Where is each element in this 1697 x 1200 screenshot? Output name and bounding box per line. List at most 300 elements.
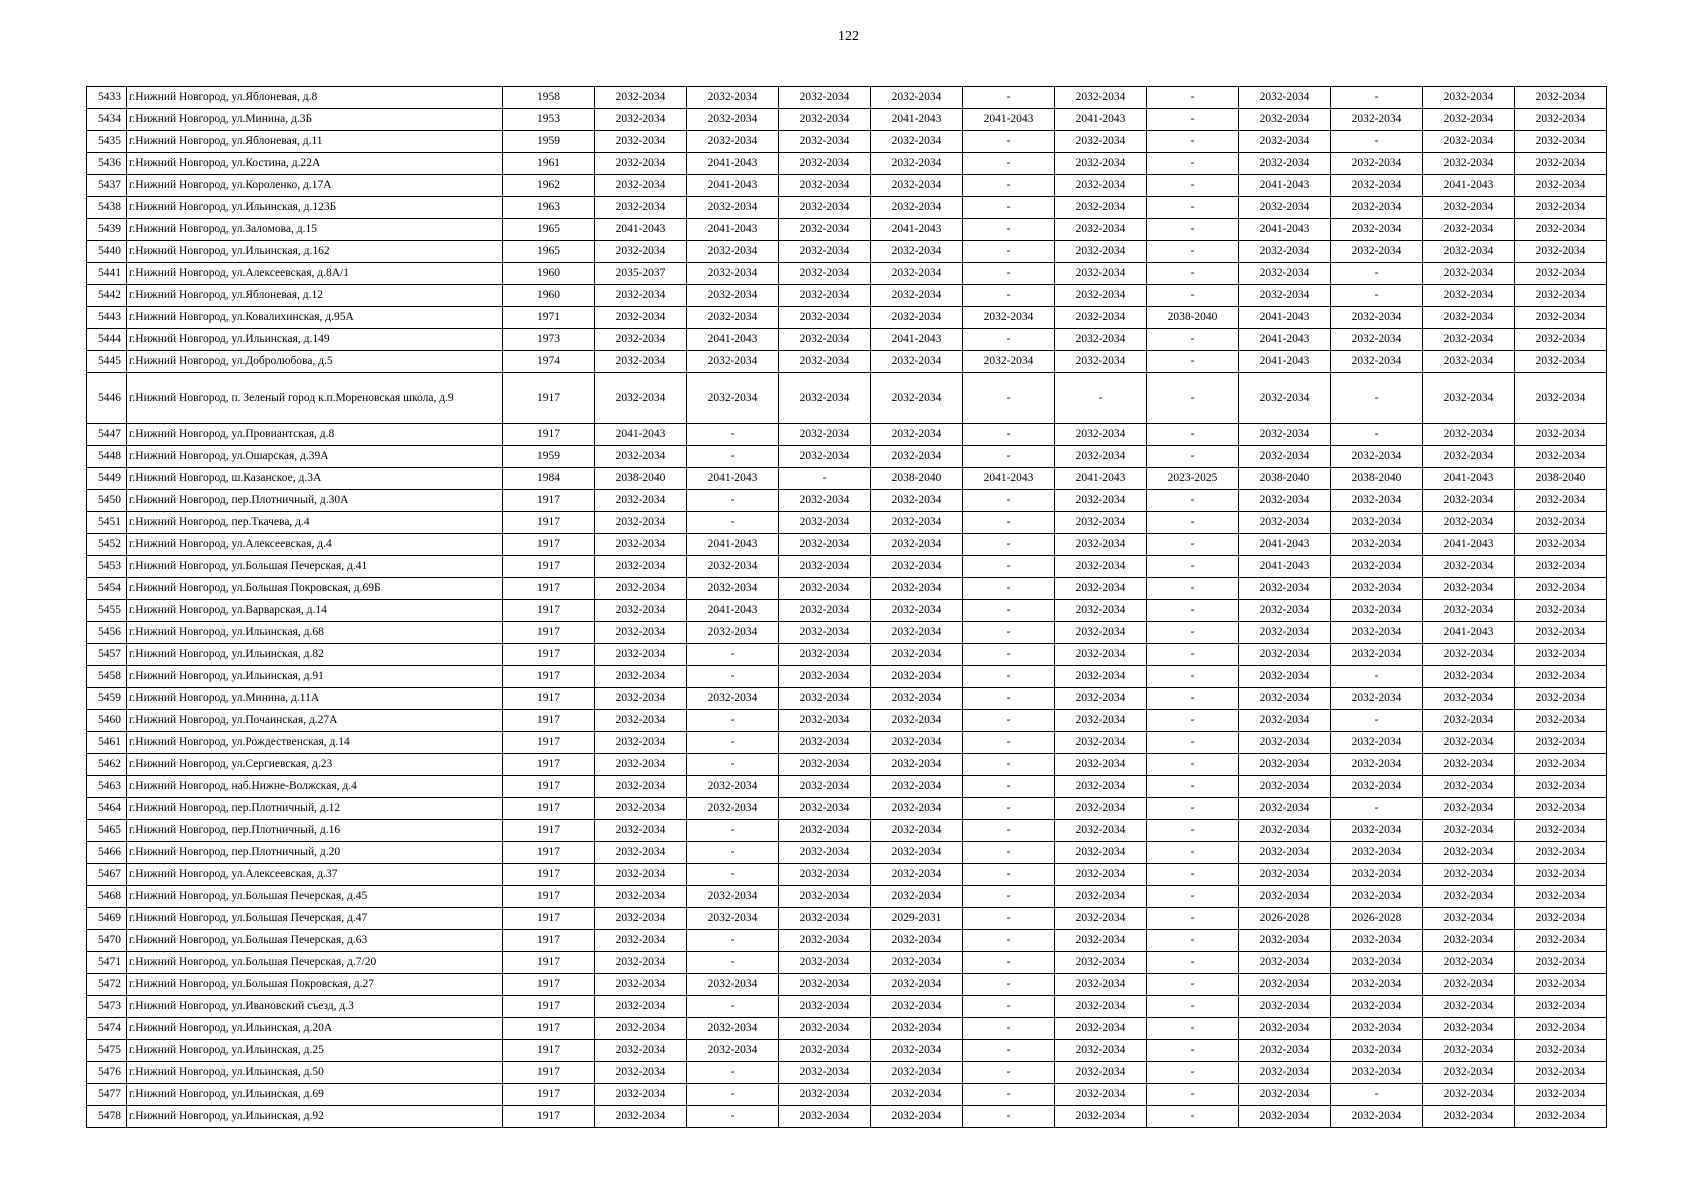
period-cell: 2032-2034 [1423, 974, 1515, 996]
period-cell: 2032-2034 [1055, 241, 1147, 263]
period-cell: 2032-2034 [1423, 424, 1515, 446]
period-cell: 2038-2040 [1147, 307, 1239, 329]
period-cell: 2041-2043 [687, 219, 779, 241]
row-number-cell: 5459 [87, 688, 127, 710]
period-cell: 2032-2034 [1055, 1040, 1147, 1062]
page-number: 122 [838, 29, 859, 44]
period-cell: 2032-2034 [1423, 307, 1515, 329]
period-cell: 2032-2034 [1055, 307, 1147, 329]
year-cell: 1917 [503, 974, 595, 996]
period-cell: 2032-2034 [871, 373, 963, 424]
period-cell: 2038-2040 [1239, 468, 1331, 490]
period-cell: 2032-2034 [595, 241, 687, 263]
period-cell: - [687, 644, 779, 666]
address-cell: г.Нижний Новгород, ул.Ильинская, д.162 [127, 241, 503, 263]
year-cell: 1917 [503, 710, 595, 732]
period-cell: - [963, 930, 1055, 952]
row-number-cell: 5435 [87, 131, 127, 153]
period-cell: 2032-2034 [1239, 490, 1331, 512]
period-cell: 2032-2034 [1055, 351, 1147, 373]
period-cell: - [1147, 263, 1239, 285]
period-cell: 2032-2034 [1423, 996, 1515, 1018]
period-cell: 2032-2034 [779, 263, 871, 285]
row-number-cell: 5450 [87, 490, 127, 512]
period-cell: 2032-2034 [871, 351, 963, 373]
period-cell: - [1331, 285, 1423, 307]
period-cell: 2032-2034 [595, 512, 687, 534]
row-number-cell: 5434 [87, 109, 127, 131]
period-cell: 2032-2034 [1515, 1062, 1607, 1084]
period-cell: 2032-2034 [1239, 754, 1331, 776]
period-cell: 2032-2034 [595, 534, 687, 556]
year-cell: 1958 [503, 87, 595, 109]
period-cell: 2032-2034 [595, 842, 687, 864]
year-cell: 1917 [503, 886, 595, 908]
year-cell: 1917 [503, 578, 595, 600]
period-cell: 2041-2043 [1239, 329, 1331, 351]
period-cell: 2032-2034 [779, 490, 871, 512]
period-cell: 2041-2043 [595, 219, 687, 241]
period-cell: 2032-2034 [1239, 131, 1331, 153]
period-cell: 2032-2034 [1423, 241, 1515, 263]
period-cell: 2032-2034 [1239, 512, 1331, 534]
year-cell: 1971 [503, 307, 595, 329]
period-cell: 2032-2034 [595, 175, 687, 197]
period-cell: 2032-2034 [779, 197, 871, 219]
period-cell: 2032-2034 [779, 424, 871, 446]
period-cell: 2032-2034 [1515, 109, 1607, 131]
period-cell: 2032-2034 [1423, 886, 1515, 908]
period-cell: - [963, 329, 1055, 351]
address-cell: г.Нижний Новгород, ул.Ильинская, д.82 [127, 644, 503, 666]
row-number-cell: 5451 [87, 512, 127, 534]
period-cell: - [687, 1106, 779, 1128]
period-cell: 2032-2034 [1239, 1018, 1331, 1040]
address-cell: г.Нижний Новгород, ул.Ильинская, д.92 [127, 1106, 503, 1128]
period-cell: 2032-2034 [1423, 710, 1515, 732]
table-row [87, 798, 1607, 820]
period-cell: - [779, 468, 871, 490]
period-cell: 2032-2034 [1331, 197, 1423, 219]
period-cell: 2032-2034 [779, 153, 871, 175]
period-cell: 2032-2034 [1239, 798, 1331, 820]
table-row [87, 307, 1607, 329]
table-row [87, 842, 1607, 864]
address-cell: г.Нижний Новгород, ул.Большая Печерская, д.7/20 [127, 952, 503, 974]
period-cell: 2041-2043 [1423, 175, 1515, 197]
address-cell: г.Нижний Новгород, ул.Короленко, д.17А [127, 175, 503, 197]
period-cell: 2032-2034 [1515, 131, 1607, 153]
period-cell: 2032-2034 [1515, 175, 1607, 197]
period-cell: 2032-2034 [1331, 886, 1423, 908]
period-cell: - [1147, 424, 1239, 446]
period-cell: 2032-2034 [1515, 864, 1607, 886]
row-number-cell: 5439 [87, 219, 127, 241]
period-cell: 2032-2034 [1331, 556, 1423, 578]
row-number-cell: 5457 [87, 644, 127, 666]
period-cell: 2032-2034 [871, 1018, 963, 1040]
period-cell: 2032-2034 [1055, 1062, 1147, 1084]
period-cell: 2032-2034 [871, 1084, 963, 1106]
period-cell: - [1331, 263, 1423, 285]
period-cell: 2032-2034 [1515, 1106, 1607, 1128]
address-cell: г.Нижний Новгород, ш.Казанское, д.3А [127, 468, 503, 490]
year-cell: 1917 [503, 688, 595, 710]
period-cell: 2032-2034 [779, 644, 871, 666]
address-cell: г.Нижний Новгород, пер.Плотничный, д.12 [127, 798, 503, 820]
year-cell: 1960 [503, 263, 595, 285]
period-cell: 2032-2034 [1239, 263, 1331, 285]
period-cell: 2032-2034 [779, 87, 871, 109]
period-cell: 2032-2034 [1423, 373, 1515, 424]
table-row [87, 219, 1607, 241]
table-row [87, 197, 1607, 219]
period-cell: 2032-2034 [595, 688, 687, 710]
table-row [87, 285, 1607, 307]
period-cell: - [687, 996, 779, 1018]
period-cell: - [1331, 666, 1423, 688]
period-cell: 2032-2034 [1515, 622, 1607, 644]
period-cell: - [687, 820, 779, 842]
period-cell: - [963, 622, 1055, 644]
table-row [87, 688, 1607, 710]
period-cell: 2032-2034 [1055, 930, 1147, 952]
table-row [87, 1018, 1607, 1040]
address-cell: г.Нижний Новгород, наб.Нижне-Волжская, д.4 [127, 776, 503, 798]
year-cell: 1917 [503, 908, 595, 930]
period-cell: 2029-2031 [871, 908, 963, 930]
period-cell: - [963, 1062, 1055, 1084]
period-cell: 2032-2034 [1055, 578, 1147, 600]
period-cell: 2032-2034 [687, 1018, 779, 1040]
table-row [87, 351, 1607, 373]
period-cell: 2032-2034 [1239, 109, 1331, 131]
period-cell: - [963, 688, 1055, 710]
period-cell: 2032-2034 [871, 776, 963, 798]
period-cell: 2041-2043 [1055, 109, 1147, 131]
period-cell: 2032-2034 [595, 1084, 687, 1106]
period-cell: 2032-2034 [871, 886, 963, 908]
table-row [87, 175, 1607, 197]
period-cell: - [1147, 996, 1239, 1018]
period-cell: 2032-2034 [963, 307, 1055, 329]
period-cell: 2032-2034 [779, 666, 871, 688]
period-cell: 2032-2034 [1423, 556, 1515, 578]
year-cell: 1917 [503, 373, 595, 424]
period-cell: 2032-2034 [1515, 688, 1607, 710]
period-cell: 2032-2034 [871, 153, 963, 175]
address-cell: г.Нижний Новгород, ул.Большая Печерская, д.41 [127, 556, 503, 578]
period-cell: 2041-2043 [687, 534, 779, 556]
period-cell: 2032-2034 [871, 512, 963, 534]
period-cell: - [1147, 732, 1239, 754]
period-cell: - [687, 666, 779, 688]
period-cell: 2041-2043 [595, 424, 687, 446]
period-cell: 2032-2034 [1055, 1106, 1147, 1128]
period-cell: 2032-2034 [1239, 285, 1331, 307]
table-row [87, 776, 1607, 798]
period-cell: 2032-2034 [779, 908, 871, 930]
row-number-cell: 5449 [87, 468, 127, 490]
period-cell: 2032-2034 [1331, 578, 1423, 600]
row-number-cell: 5467 [87, 864, 127, 886]
period-cell: 2023-2025 [1147, 468, 1239, 490]
table-row [87, 263, 1607, 285]
period-cell: 2032-2034 [1239, 622, 1331, 644]
period-cell: 2032-2034 [1515, 424, 1607, 446]
period-cell: 2041-2043 [1423, 468, 1515, 490]
address-cell: г.Нижний Новгород, ул.Ильинская, д.69 [127, 1084, 503, 1106]
table-row [87, 864, 1607, 886]
period-cell: 2032-2034 [1331, 754, 1423, 776]
row-number-cell: 5445 [87, 351, 127, 373]
period-cell: 2032-2034 [1515, 666, 1607, 688]
period-cell: 2041-2043 [1239, 351, 1331, 373]
period-cell: 2032-2034 [779, 175, 871, 197]
table-row [87, 666, 1607, 688]
period-cell: 2032-2034 [1055, 490, 1147, 512]
period-cell: 2032-2034 [1515, 351, 1607, 373]
period-cell: 2032-2034 [779, 1018, 871, 1040]
period-cell: 2032-2034 [595, 307, 687, 329]
period-cell: - [963, 1018, 1055, 1040]
period-cell: 2032-2034 [1055, 556, 1147, 578]
period-cell: 2032-2034 [779, 776, 871, 798]
period-cell: 2032-2034 [1515, 842, 1607, 864]
year-cell: 1917 [503, 820, 595, 842]
period-cell: 2032-2034 [1423, 1018, 1515, 1040]
year-cell: 1917 [503, 798, 595, 820]
period-cell: 2032-2034 [779, 556, 871, 578]
table-row [87, 710, 1607, 732]
period-cell: 2032-2034 [1055, 886, 1147, 908]
period-cell: - [1331, 131, 1423, 153]
period-cell: 2032-2034 [1515, 600, 1607, 622]
period-cell: 2032-2034 [1423, 600, 1515, 622]
year-cell: 1965 [503, 241, 595, 263]
period-cell: 2032-2034 [779, 996, 871, 1018]
row-number-cell: 5475 [87, 1040, 127, 1062]
period-cell: 2032-2034 [1055, 512, 1147, 534]
table-row [87, 241, 1607, 263]
address-cell: г.Нижний Новгород, пер.Плотничный, д.20 [127, 842, 503, 864]
period-cell: 2032-2034 [779, 1040, 871, 1062]
table-row [87, 1106, 1607, 1128]
period-cell: - [1147, 556, 1239, 578]
period-cell: 2032-2034 [1331, 1106, 1423, 1128]
period-cell: 2032-2034 [595, 197, 687, 219]
table-row [87, 373, 1607, 424]
period-cell: - [1147, 908, 1239, 930]
row-number-cell: 5455 [87, 600, 127, 622]
period-cell: 2032-2034 [871, 732, 963, 754]
period-cell: 2032-2034 [1331, 996, 1423, 1018]
period-cell: 2032-2034 [1331, 1018, 1423, 1040]
row-number-cell: 5472 [87, 974, 127, 996]
period-cell: 2032-2034 [1055, 908, 1147, 930]
period-cell: 2032-2034 [871, 930, 963, 952]
period-cell: 2032-2034 [1515, 490, 1607, 512]
period-cell: 2032-2034 [1331, 153, 1423, 175]
period-cell: 2032-2034 [779, 219, 871, 241]
address-cell: г.Нижний Новгород, ул.Заломова, д.15 [127, 219, 503, 241]
table-row [87, 1084, 1607, 1106]
period-cell: 2032-2034 [1239, 886, 1331, 908]
period-cell: 2032-2034 [595, 886, 687, 908]
period-cell: 2032-2034 [871, 197, 963, 219]
period-cell: - [1331, 424, 1423, 446]
address-cell: г.Нижний Новгород, ул.Минина, д.11А [127, 688, 503, 710]
period-cell: 2041-2043 [871, 329, 963, 351]
period-cell: 2032-2034 [1515, 556, 1607, 578]
table-row [87, 1062, 1607, 1084]
period-cell: 2032-2034 [687, 776, 779, 798]
period-cell: 2032-2034 [779, 886, 871, 908]
period-cell: 2032-2034 [687, 131, 779, 153]
period-cell: - [963, 754, 1055, 776]
period-cell: 2032-2034 [1239, 952, 1331, 974]
row-number-cell: 5433 [87, 87, 127, 109]
period-cell: 2032-2034 [595, 952, 687, 974]
period-cell: - [963, 446, 1055, 468]
period-cell: 2032-2034 [595, 864, 687, 886]
period-cell: 2032-2034 [595, 87, 687, 109]
table-row [87, 468, 1607, 490]
period-cell: 2032-2034 [595, 820, 687, 842]
period-cell: 2032-2034 [687, 263, 779, 285]
period-cell: 2032-2034 [1331, 219, 1423, 241]
period-cell: 2032-2034 [1055, 776, 1147, 798]
period-cell: 2032-2034 [595, 622, 687, 644]
period-cell: 2032-2034 [1331, 241, 1423, 263]
table-row [87, 153, 1607, 175]
year-cell: 1917 [503, 512, 595, 534]
period-cell: 2041-2043 [1423, 622, 1515, 644]
period-cell: 2041-2043 [687, 329, 779, 351]
address-cell: г.Нижний Новгород, ул.Алексеевская, д.8А/1 [127, 263, 503, 285]
period-cell: 2032-2034 [687, 241, 779, 263]
period-cell: 2032-2034 [595, 908, 687, 930]
year-cell: 1917 [503, 1018, 595, 1040]
period-cell: 2032-2034 [871, 556, 963, 578]
period-cell: 2032-2034 [1423, 688, 1515, 710]
period-cell: 2032-2034 [1423, 864, 1515, 886]
table-row [87, 754, 1607, 776]
period-cell: 2032-2034 [1331, 1062, 1423, 1084]
period-cell: 2032-2034 [1239, 930, 1331, 952]
row-number-cell: 5448 [87, 446, 127, 468]
period-cell: - [963, 1084, 1055, 1106]
period-cell: 2032-2034 [1515, 197, 1607, 219]
row-number-cell: 5437 [87, 175, 127, 197]
address-cell: г.Нижний Новгород, ул.Почаинская, д.27А [127, 710, 503, 732]
period-cell: 2032-2034 [779, 974, 871, 996]
period-cell: 2032-2034 [595, 732, 687, 754]
period-cell: 2032-2034 [687, 974, 779, 996]
period-cell: 2032-2034 [1331, 175, 1423, 197]
address-cell: г.Нижний Новгород, ул.Ковалихинская, д.95А [127, 307, 503, 329]
address-cell: г.Нижний Новгород, ул.Большая Покровская, д.69Б [127, 578, 503, 600]
period-cell: - [963, 556, 1055, 578]
period-cell: 2032-2034 [595, 131, 687, 153]
year-cell: 1917 [503, 754, 595, 776]
period-cell: 2032-2034 [1239, 842, 1331, 864]
period-cell: 2032-2034 [1515, 1040, 1607, 1062]
period-cell: 2032-2034 [1055, 710, 1147, 732]
period-cell: 2032-2034 [1239, 1106, 1331, 1128]
period-cell: 2032-2034 [779, 534, 871, 556]
period-cell: 2041-2043 [1239, 534, 1331, 556]
period-cell: 2032-2034 [1331, 864, 1423, 886]
year-cell: 1961 [503, 153, 595, 175]
period-cell: - [687, 842, 779, 864]
period-cell: 2041-2043 [1239, 175, 1331, 197]
row-number-cell: 5476 [87, 1062, 127, 1084]
period-cell: 2032-2034 [1239, 197, 1331, 219]
table-row [87, 886, 1607, 908]
period-cell: 2032-2034 [1239, 996, 1331, 1018]
period-cell: 2041-2043 [687, 468, 779, 490]
period-cell: - [687, 710, 779, 732]
period-cell: - [963, 666, 1055, 688]
period-cell: 2032-2034 [779, 688, 871, 710]
period-cell: 2032-2034 [1423, 87, 1515, 109]
period-cell: - [963, 219, 1055, 241]
period-cell: - [963, 842, 1055, 864]
year-cell: 1973 [503, 329, 595, 351]
address-cell: г.Нижний Новгород, ул.Добролюбова, д.5 [127, 351, 503, 373]
period-cell: - [1147, 798, 1239, 820]
period-cell: 2032-2034 [779, 798, 871, 820]
period-cell: - [963, 974, 1055, 996]
address-cell: г.Нижний Новгород, ул.Ильинская, д.68 [127, 622, 503, 644]
period-cell: 2032-2034 [779, 1062, 871, 1084]
address-cell: г.Нижний Новгород, пер.Плотничный, д.30А [127, 490, 503, 512]
year-cell: 1917 [503, 1062, 595, 1084]
period-cell: 2032-2034 [1515, 373, 1607, 424]
period-cell: - [963, 820, 1055, 842]
period-cell: - [1147, 644, 1239, 666]
row-number-cell: 5453 [87, 556, 127, 578]
period-cell: 2032-2034 [1423, 666, 1515, 688]
period-cell: 2032-2034 [595, 974, 687, 996]
period-cell: 2032-2034 [1423, 351, 1515, 373]
period-cell: 2032-2034 [779, 622, 871, 644]
period-cell: 2032-2034 [595, 578, 687, 600]
period-cell: 2032-2034 [1055, 534, 1147, 556]
period-cell: 2032-2034 [871, 798, 963, 820]
period-cell: 2032-2034 [1515, 285, 1607, 307]
period-cell: 2038-2040 [595, 468, 687, 490]
period-cell: - [1147, 131, 1239, 153]
period-cell: 2032-2034 [1423, 263, 1515, 285]
period-cell: 2032-2034 [595, 556, 687, 578]
period-cell: 2032-2034 [1055, 600, 1147, 622]
period-cell: - [1147, 512, 1239, 534]
period-cell: 2032-2034 [1239, 1084, 1331, 1106]
table-row [87, 87, 1607, 109]
year-cell: 1917 [503, 930, 595, 952]
period-cell: 2038-2040 [1515, 468, 1607, 490]
year-cell: 1917 [503, 1040, 595, 1062]
period-cell: - [1147, 820, 1239, 842]
period-cell: 2032-2034 [1331, 1040, 1423, 1062]
period-cell: 2032-2034 [1055, 732, 1147, 754]
period-cell: 2032-2034 [871, 490, 963, 512]
period-cell: 2032-2034 [1055, 285, 1147, 307]
period-cell: - [687, 732, 779, 754]
period-cell: 2032-2034 [1515, 446, 1607, 468]
